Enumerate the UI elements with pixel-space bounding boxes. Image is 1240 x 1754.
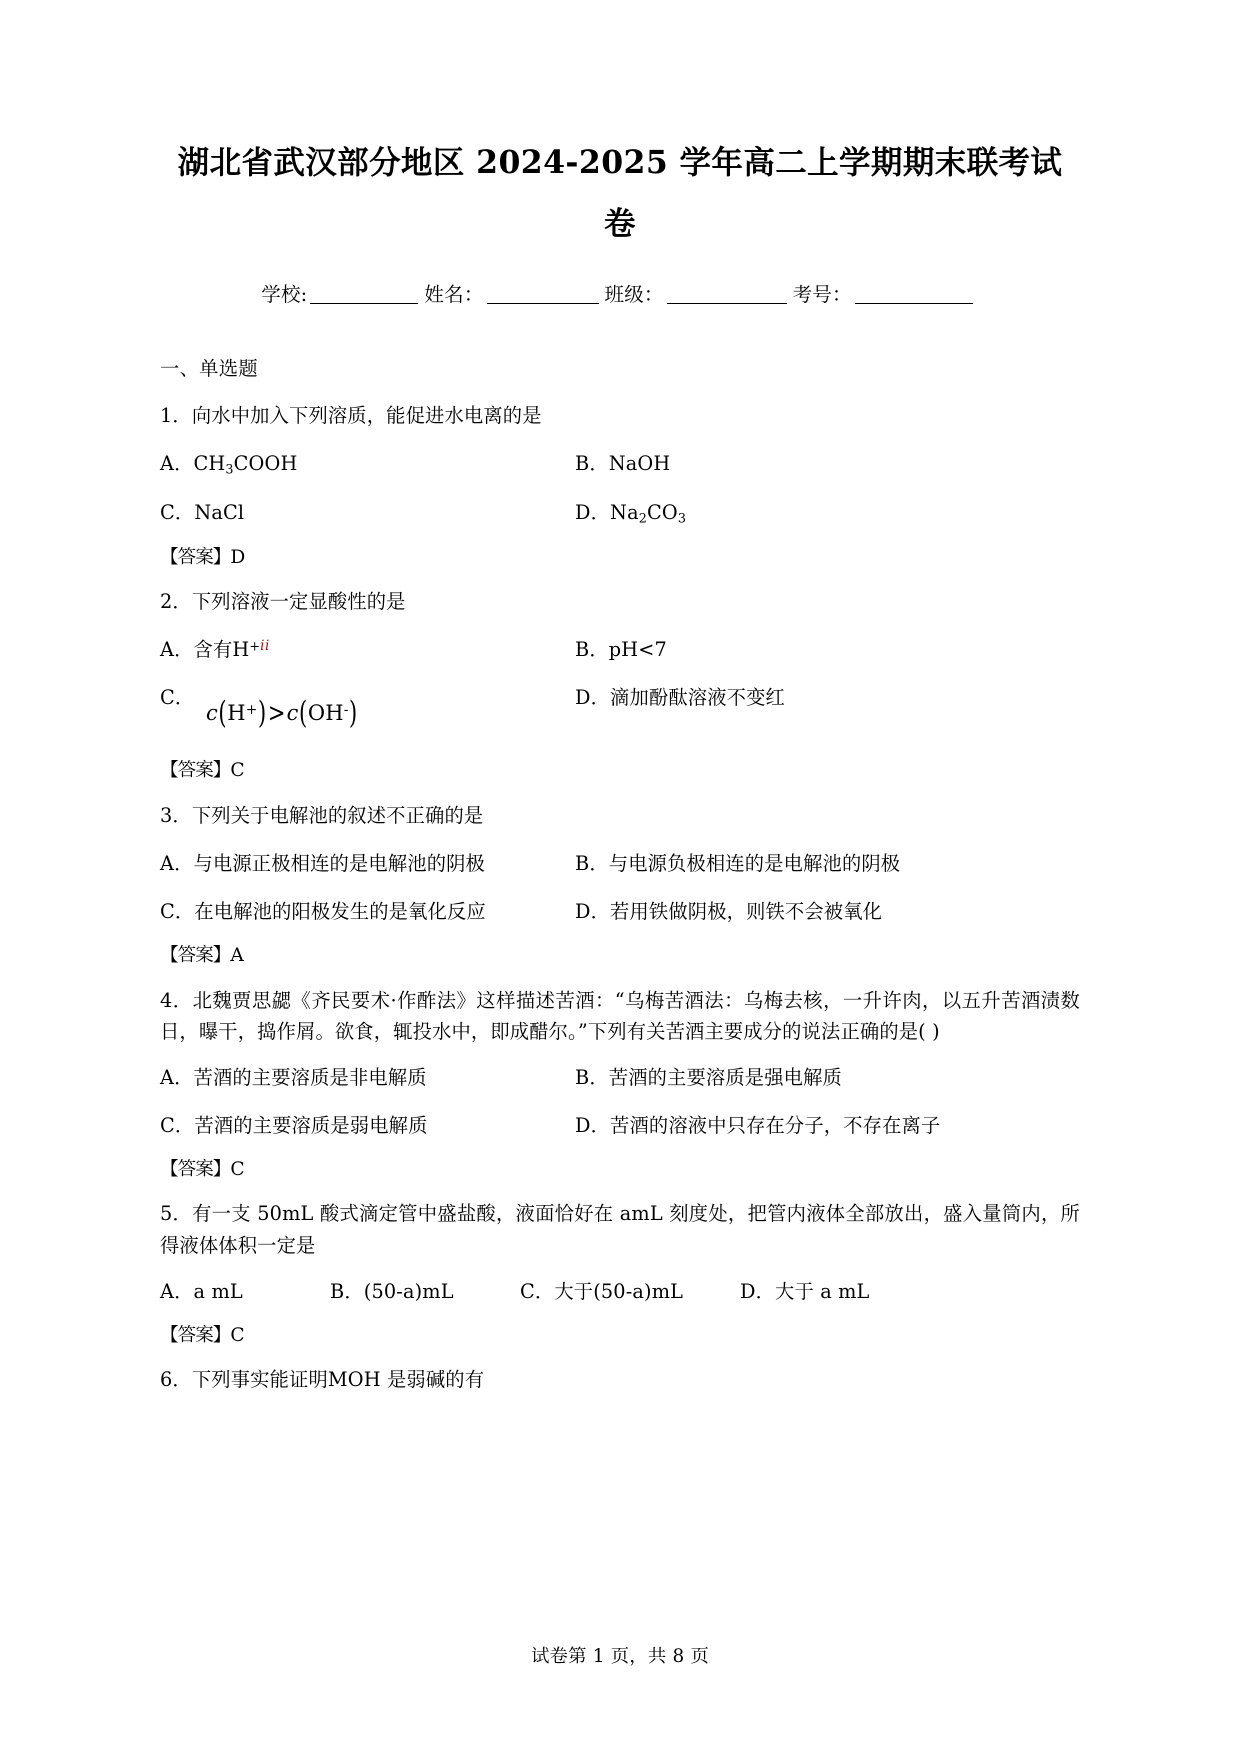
option-d-text: $Na_2CO_3$ bbox=[610, 501, 687, 527]
option-c-label: C． bbox=[160, 900, 195, 924]
answer-label: 【答案】 bbox=[160, 1324, 231, 1346]
option-c[interactable] bbox=[520, 1278, 740, 1307]
option-d-label: D． bbox=[575, 1114, 611, 1138]
answer-value: C bbox=[230, 1324, 245, 1346]
option-b-label: B． bbox=[330, 1279, 364, 1303]
option-d-label: D． bbox=[575, 900, 611, 924]
question-text: 北魏贾思勰《齐民要术·作酢法》这样描述苦酒：“乌梅苦酒法：乌梅去核，一升许肉，以五升苦酒渍数日，曝干，捣作屑。欲食，辄投水中，即成醋尔。”下列有关苦酒主要成分的说法正确的是( ) bbox=[160, 988, 1080, 1043]
option-a-label: A． bbox=[160, 638, 194, 662]
class-label: 班级： bbox=[604, 282, 664, 306]
option-c[interactable] bbox=[160, 684, 575, 730]
option-d[interactable] bbox=[575, 499, 995, 529]
question-stem bbox=[160, 1364, 1080, 1395]
option-b[interactable] bbox=[575, 636, 995, 665]
question-stem bbox=[160, 1198, 1080, 1261]
answer-label: 【答案】 bbox=[160, 1158, 231, 1180]
option-a[interactable] bbox=[160, 850, 575, 879]
option-a[interactable] bbox=[160, 450, 575, 480]
option-row bbox=[160, 1064, 1080, 1093]
option-a-label: A． bbox=[160, 1066, 194, 1090]
question-text: 下列事实能证明MOH 是弱碱的有 bbox=[191, 1368, 485, 1392]
page-title bbox=[160, 0, 1080, 255]
question-number: 4． bbox=[160, 988, 193, 1012]
red-artifact-mark: ii bbox=[260, 638, 270, 655]
page-title-line-1: 湖北省武汉部分地区 2024-2025 学年高二上学期期末联考试 bbox=[177, 144, 1063, 181]
answer-label: 【答案】 bbox=[160, 546, 231, 568]
question-number: 3． bbox=[160, 803, 192, 827]
option-a[interactable] bbox=[160, 1278, 330, 1307]
option-d-text: 苦酒的溶液中只存在分子，不存在离子 bbox=[610, 1114, 941, 1138]
option-row bbox=[160, 499, 1080, 529]
option-row bbox=[160, 898, 1080, 927]
option-b-text: (50-a)mL bbox=[363, 1279, 454, 1303]
option-a-text: $CH_3COOH$ bbox=[193, 452, 298, 478]
answer-line bbox=[160, 761, 1080, 781]
option-b-label: B． bbox=[575, 1066, 609, 1090]
option-a-text: 与电源正极相连的是电解池的阴极 bbox=[193, 852, 485, 876]
option-d[interactable] bbox=[575, 898, 995, 927]
option-group bbox=[160, 1278, 1080, 1307]
option-row bbox=[160, 684, 1080, 742]
class-blank[interactable] bbox=[667, 303, 787, 304]
name-label: 姓名： bbox=[424, 282, 484, 306]
option-c-label: C． bbox=[520, 1279, 555, 1303]
question-number: 1． bbox=[160, 404, 192, 428]
option-b-text: 苦酒的主要溶质是强电解质 bbox=[608, 1066, 842, 1090]
school-blank[interactable] bbox=[310, 303, 418, 304]
question-stem bbox=[160, 586, 1080, 617]
answer-line bbox=[160, 946, 1080, 966]
answer-line bbox=[160, 548, 1080, 568]
option-row bbox=[160, 450, 1080, 480]
answer-line bbox=[160, 1326, 1080, 1346]
option-b-label: B． bbox=[575, 638, 609, 662]
answer-value: A bbox=[230, 945, 245, 967]
option-d-label: D． bbox=[575, 501, 611, 524]
answer-line bbox=[160, 1160, 1080, 1180]
option-d[interactable] bbox=[575, 684, 995, 713]
answer-value: C bbox=[230, 760, 245, 782]
question-text: 向水中加入下列溶质，能促进水电离的是 bbox=[191, 404, 542, 428]
option-b[interactable] bbox=[330, 1278, 520, 1307]
option-b-text: pH<7 bbox=[608, 638, 667, 662]
question-text: 有一支 50mL 酸式滴定管中盛盐酸，液面恰好在 amL 刻度处，把管内液体全部放出，盛入量筒内，所得液体体积一定是 bbox=[160, 1202, 1080, 1257]
answer-value: D bbox=[230, 546, 246, 568]
option-group bbox=[160, 850, 1080, 927]
option-d-text: 滴加酚酞溶液不变红 bbox=[610, 686, 785, 710]
exam-no-label: 考号： bbox=[792, 282, 852, 306]
option-d-label: D． bbox=[740, 1279, 776, 1303]
option-b-text: 与电源负极相连的是电解池的阴极 bbox=[608, 852, 901, 876]
option-d-label: D． bbox=[575, 686, 611, 710]
option-a-label: A． bbox=[160, 452, 194, 476]
option-d-text: 若用铁做阴极，则铁不会被氧化 bbox=[610, 900, 883, 924]
option-d[interactable] bbox=[575, 1112, 995, 1141]
question-stem bbox=[160, 985, 1080, 1048]
option-a-text: a mL bbox=[193, 1279, 243, 1303]
option-group bbox=[160, 1064, 1080, 1141]
option-c[interactable] bbox=[160, 1112, 575, 1141]
page-title-line-2: 卷 bbox=[604, 205, 636, 243]
option-b[interactable] bbox=[575, 450, 995, 480]
option-b[interactable] bbox=[575, 1064, 995, 1093]
school-label: 学校: bbox=[261, 282, 308, 306]
option-c-text: NaCl bbox=[194, 501, 245, 524]
option-a-text: 苦酒的主要溶质是非电解质 bbox=[193, 1066, 427, 1090]
question-stem bbox=[160, 400, 1080, 431]
answer-value: C bbox=[230, 1158, 245, 1180]
option-d-text: 大于 a mL bbox=[775, 1279, 870, 1303]
option-c-label: C． bbox=[160, 501, 195, 524]
option-a-text: 含有H bbox=[193, 638, 250, 662]
option-c-text: 大于(50-a)mL bbox=[554, 1279, 684, 1303]
question-text: 下列溶液一定显酸性的是 bbox=[191, 590, 406, 614]
question-number: 6． bbox=[160, 1368, 192, 1392]
option-group bbox=[160, 450, 1080, 528]
question-stem bbox=[160, 800, 1080, 831]
answer-label: 【答案】 bbox=[160, 760, 231, 782]
option-c[interactable] bbox=[160, 499, 575, 529]
question-text: 下列关于电解池的叙述不正确的是 bbox=[191, 803, 484, 827]
option-row bbox=[160, 636, 1080, 665]
option-a-label: A． bbox=[160, 852, 194, 876]
option-b-label: B． bbox=[575, 452, 609, 476]
question-number: 2． bbox=[160, 590, 192, 614]
answer-label: 【答案】 bbox=[160, 945, 231, 967]
charge-superscript: + bbox=[249, 639, 261, 655]
option-a-label: A． bbox=[160, 1279, 194, 1303]
option-c-label: C． bbox=[160, 686, 195, 710]
student-info-line bbox=[160, 279, 1080, 307]
option-row bbox=[160, 850, 1080, 879]
option-b-text: NaOH bbox=[608, 452, 671, 476]
exam-no-blank[interactable] bbox=[855, 303, 973, 304]
name-blank[interactable] bbox=[487, 303, 599, 304]
page-footer: 试卷第 1 页，共 8 页 bbox=[530, 1646, 710, 1667]
option-c-text: 苦酒的主要溶质是弱电解质 bbox=[194, 1114, 428, 1138]
option-a[interactable] bbox=[160, 1064, 575, 1093]
section-heading: 一、单选题 bbox=[160, 356, 258, 380]
option-b[interactable] bbox=[575, 850, 995, 879]
option-c-label: C． bbox=[160, 1114, 195, 1138]
question-number: 5． bbox=[160, 1202, 193, 1226]
option-d[interactable] bbox=[740, 1278, 878, 1307]
option-a[interactable] bbox=[160, 636, 575, 665]
option-b-label: B． bbox=[575, 852, 609, 876]
option-row bbox=[160, 1112, 1080, 1141]
concentration-inequality-formula: c(H+)>c(OH-) bbox=[206, 695, 358, 731]
option-group bbox=[160, 636, 1080, 742]
exam-body bbox=[160, 356, 1080, 1396]
option-c-text: 在电解池的阳极发生的是氧化反应 bbox=[194, 900, 486, 924]
option-row bbox=[160, 1278, 1080, 1307]
option-c[interactable] bbox=[160, 898, 575, 927]
